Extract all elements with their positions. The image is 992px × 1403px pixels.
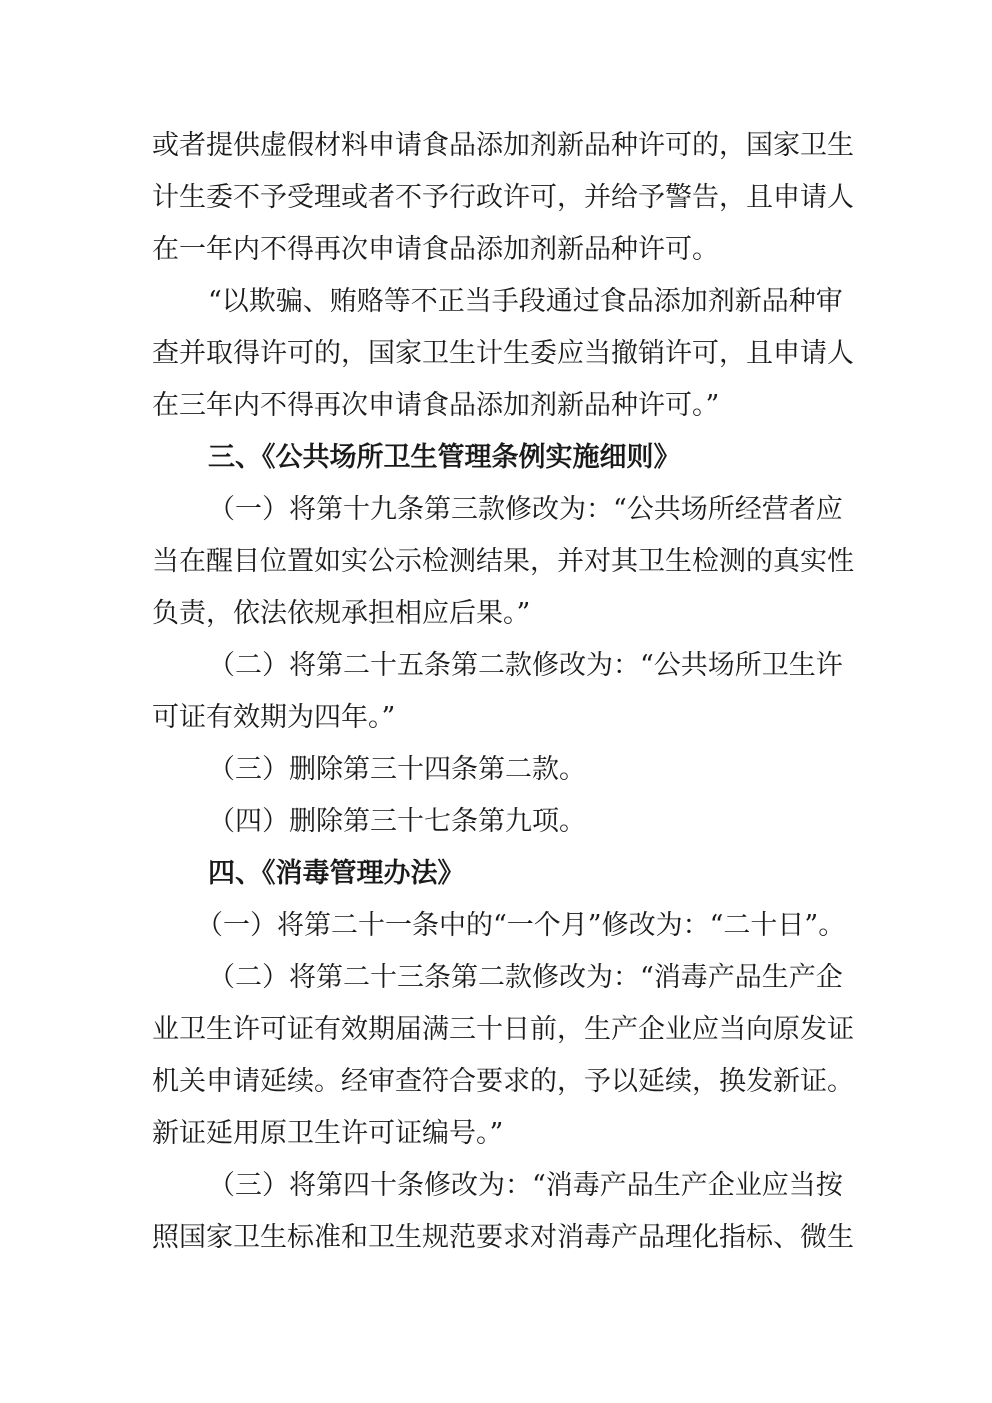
paragraph-line: 计生委不予受理或者不予行政许可，并给予警告，且申请人 bbox=[152, 182, 854, 213]
paragraph-line: （三）将第四十条修改为：“消毒产品生产企业应当按 bbox=[208, 1170, 843, 1201]
section-heading-4: 四、《消毒管理办法》 bbox=[208, 858, 465, 889]
paragraph-line: 当在醒目位置如实公示检测结果，并对其卫生检测的真实性 bbox=[152, 546, 854, 577]
paragraph-line: （二）将第二十五条第二款修改为：“公共场所卫生许 bbox=[208, 650, 843, 681]
paragraph-line: 机关申请延续。经审查符合要求的，予以延续，换发新证。 bbox=[152, 1066, 854, 1097]
paragraph-line: 查并取得许可的，国家卫生计生委应当撤销许可，且申请人 bbox=[152, 338, 854, 369]
paragraph-line: （一）将第二十一条中的“一个月”修改为：“二十日”。 bbox=[196, 910, 846, 941]
paragraph-line: 可证有效期为四年。” bbox=[152, 702, 396, 733]
paragraph-line: （三）删除第三十四条第二款。 bbox=[208, 754, 586, 785]
paragraph-line: 新证延用原卫生许可证编号。” bbox=[152, 1118, 504, 1149]
paragraph-line: 在三年内不得再次申请食品添加剂新品种许可。” bbox=[152, 390, 720, 421]
paragraph-line: （四）删除第三十七条第九项。 bbox=[208, 806, 586, 837]
paragraph-line: 或者提供虚假材料申请食品添加剂新品种许可的，国家卫生 bbox=[152, 130, 854, 161]
paragraph-line: （一）将第十九条第三款修改为：“公共场所经营者应 bbox=[208, 494, 843, 525]
paragraph-line: 负责，依法依规承担相应后果。” bbox=[152, 598, 531, 629]
paragraph-line: 在一年内不得再次申请食品添加剂新品种许可。 bbox=[152, 234, 719, 265]
paragraph-line: 业卫生许可证有效期届满三十日前，生产企业应当向原发证 bbox=[152, 1014, 854, 1045]
paragraph-line: 照国家卫生标准和卫生规范要求对消毒产品理化指标、微生 bbox=[152, 1222, 854, 1253]
paragraph-line: （二）将第二十三条第二款修改为：“消毒产品生产企 bbox=[208, 962, 843, 993]
section-heading-3: 三、《公共场所卫生管理条例实施细则》 bbox=[208, 442, 681, 473]
paragraph-line: “以欺骗、贿赂等不正当手段通过食品添加剂新品种审 bbox=[208, 286, 843, 317]
